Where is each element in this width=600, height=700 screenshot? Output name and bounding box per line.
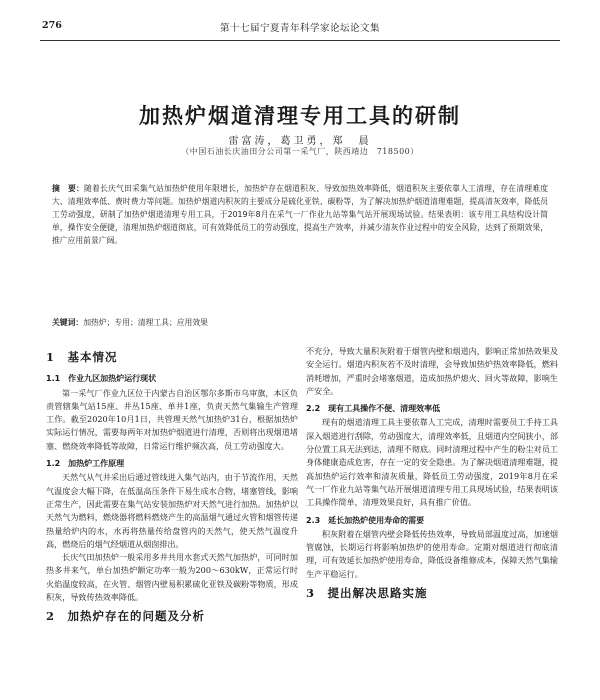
abstract: [52, 182, 548, 247]
keywords-text: 加热炉；专用；清理工具；应用效果: [83, 318, 208, 327]
article-authors: 雷富涛，葛卫勇，郑 晨: [228, 136, 372, 147]
keywords: [52, 317, 548, 329]
running-header: [40, 16, 560, 41]
body-paragraph: 积灰附着在烟管内壁会降低传热效率，导致局部温度过高，加速烟管腐蚀，长期运行将影响加热炉的使用寿命。定期对烟道进行彻底清理，可有效延长加热炉使用寿命，降低设备维修成本，保障天然气集输生产平稳运行。: [306, 528, 558, 579]
subsection-heading: 2.3 延长加热炉使用寿命的需要: [306, 515, 425, 525]
body-paragraph: 天然气从气井采出后通过管线进入集气站内，由于节流作用，天然气温度会大幅下降，在低温高压条件下易生成水合物，堵塞管线，影响正常生产，因此需要在集气站安装加热炉对天然气进行加热。加热炉以天然气为燃料，燃烧器将燃料燃烧产生的高温烟气通过火管和烟管传递热量给炉内的水，水再将热量传给盘管内的天然气，使天然气温度升高，燃烧后的烟气经烟道从烟囱排出。: [46, 472, 298, 549]
journal-title: 第十七届宁夏青年科学家论坛论文集: [219, 23, 380, 34]
author-affiliation: （中国石油长庆油田分公司第一采气厂，陕西靖边 718500）: [181, 147, 419, 156]
subsection-heading: 2.2 现有工具操作不便、清理效率低: [306, 404, 441, 414]
section-heading: 2 加热炉存在的问题及分析: [46, 609, 206, 624]
body-paragraph: 不充分，导致大量积灰附着于烟管内壁和烟道内，影响正常加热效果及安全运行。烟道内积灰若不及时清理，会导致加热炉热效率降低，燃料消耗增加，严重时会堵塞烟道，造成加热炉熄火、回火等故障，影响生产安全。: [306, 346, 558, 396]
body-paragraph: 第一采气厂作业九区位于内蒙古自治区鄂尔多斯市乌审旗，本区负责管辖集气站15座、井丛15座、单井1座，负责天然气集输生产管理工作。截至2020年10月1日，共管理天然气加热炉31台，根据加热炉实际运行情况，需要每两年对加热炉烟道进行清理，否则将出现烟道堵塞、燃烧效率降低等故障，日常运行维护频次高，员工劳动强度大。: [46, 387, 298, 451]
abstract-label: 摘 要：: [52, 184, 85, 193]
keywords-label: 关键词：: [52, 318, 84, 327]
article-title: 加热炉烟道清理专用工具的研制: [139, 103, 461, 128]
subsection-heading: 1.2 加热炉工作原理: [46, 459, 125, 469]
subsection-heading: 1.1 作业九区加热炉运行现状: [46, 374, 157, 384]
page-number: 276: [42, 20, 62, 31]
body-column-right: [306, 345, 558, 608]
section-heading: 3 提出解决思路实施: [306, 586, 428, 601]
section-heading: 1 基本情况: [46, 350, 118, 364]
body-paragraph: 长庆气田加热炉一般采用多井共用水套式天然气加热炉，可同时加热多井来气，单台加热炉额定功率一般为200～630kW，正常运行时火焰温度较高，在火管、烟管内壁易积累硫化亚铁及碳粉等物质，形成积灰，导致传热效率降低。: [46, 552, 298, 603]
abstract-text: 随着长庆气田采集气站加热炉使用年限增长，加热炉存在烟道积灰、导致加热效率降低，烟道积灰主要依靠人工清理，存在清理难度大、清理效率低、费时费力等问题。加热炉烟道内积灰的主要成分是硫化亚铁、碳粉等，为了解决加热炉烟道清理难题，提高清灰效率，降低员工劳动强度，研制了加热炉烟道清理专用工具，于2019年8月在采气一厂作业九站等集气站开展现场试验。结果表明：该专用工具结构设计简单，操作安全便捷，清理加热炉烟道彻底，可有效降低员工的劳动强度，提高生产效率，并减少清灰作业过程中的安全风险，达到了预期效果，推广应用前景广阔。: [52, 184, 548, 245]
body-column-left: [46, 345, 298, 632]
body-paragraph: 现有的烟道清理工具主要依靠人工完成，清理时需要员工手持工具深入烟道进行刮除，劳动强度大，清理效率低，且烟道内空间狭小，部分位置工具无法到达，清理不彻底。同时清理过程中产生的粉尘对员工身体健康造成危害，存在一定的安全隐患。为了解决烟道清理难题，提高加热炉运行效率和清灰质量，降低员工劳动强度，2019年8月在采气一厂作业九站等集气站开展烟道清理专用工具现场试验，结果表明该工具操作简单，清理效果良好，具有推广价值。: [306, 417, 558, 508]
